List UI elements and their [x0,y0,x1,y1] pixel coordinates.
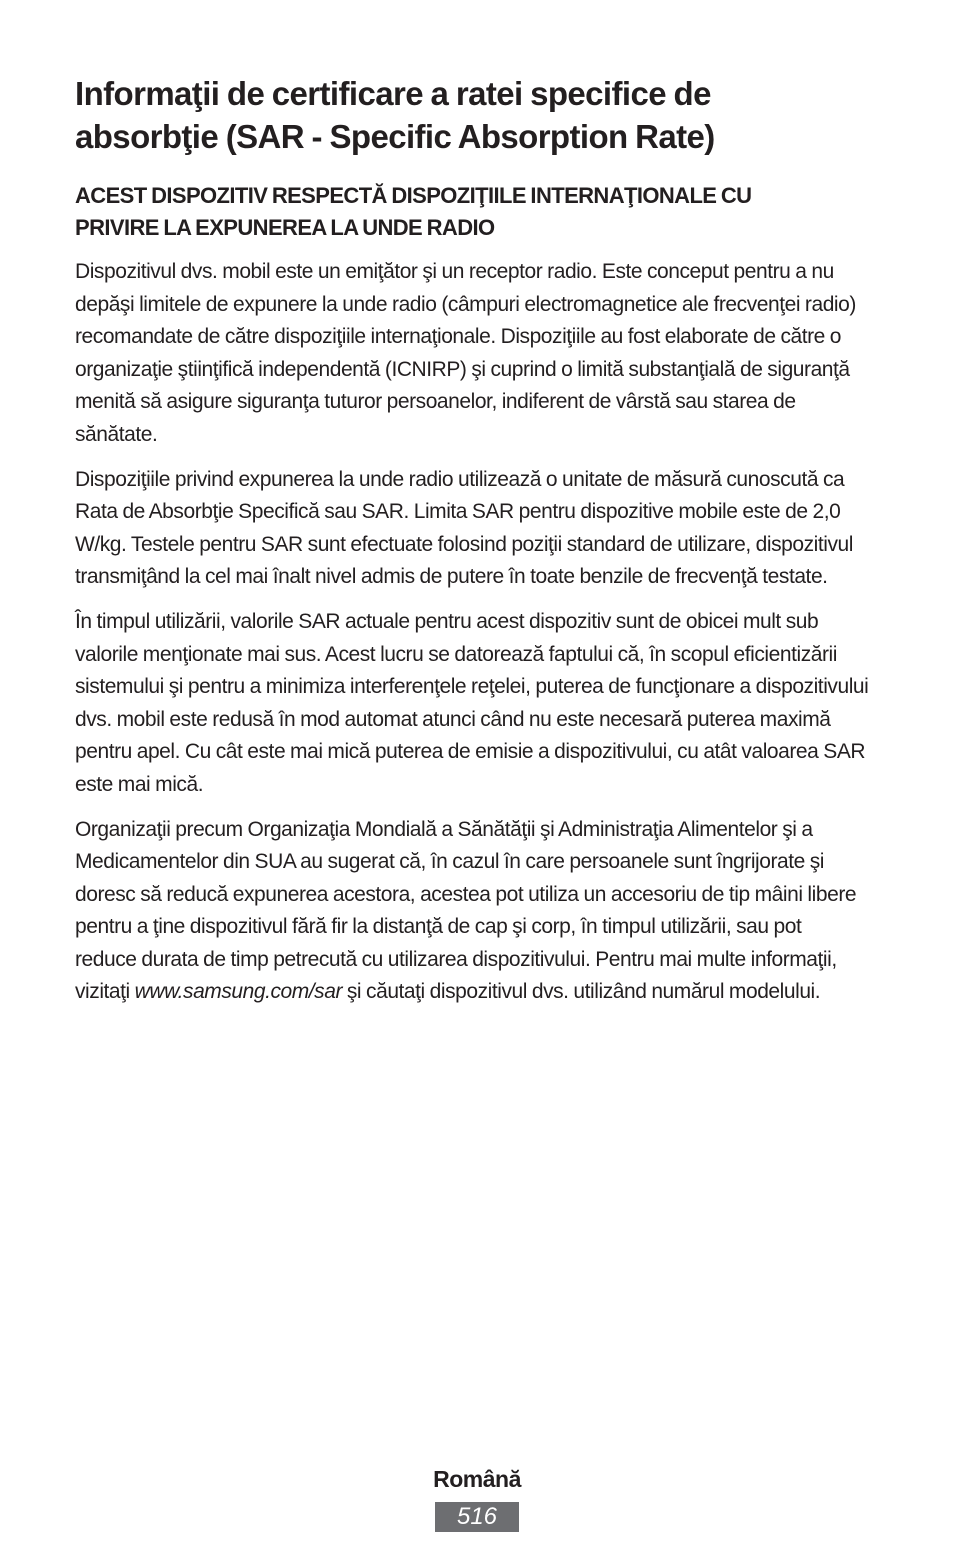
paragraph-3: În timpul utilizării, valorile SAR actuale pentru acest dispozitiv sunt de obicei mult sub valorile menţionate mai sus. Acest lucru se datorează faptului că, în scopul eficientizării sistemului şi pentru a minimiza interferenţele reţelei, puterea de funcţionare a dispozitivului dvs. mobil este redusă în mod automat atunci când nu este necesară puterea maximă pentru apel. Cu cât este mai mică puterea de emisie a dispozitivului, cu atât valoarea SAR este mai mică. [75,609,869,796]
footer-language: Română [433,1466,521,1492]
paragraph-4 [75,814,865,1010]
section-heading: ACEST DISPOZITIV RESPECTĂ DISPOZIŢIILE INTERNAŢIONALE CU PRIVIRE LA EXPUNEREA LA UNDE RADIO [75,183,752,240]
paragraph-4-text-end: şi căutaţi dispozitivul dvs. utilizând numărul modelului. [342,980,821,1004]
page-footer [0,1462,954,1532]
page-number-badge: 516 [435,1502,519,1532]
paragraph-1: Dispozitivul dvs. mobil este un emiţător şi un receptor radio. Este conceput pentru a nu depăşi limitele de expunere la unde radio (câmpuri electromagnetice ale frecvenţei radio) recomandate de către dispoziţiile internaţionale. Dispoziţiile au fost elaborate de către o organizaţie ştiinţifică independentă (ICNIRP) şi cuprind o limită substanţială de siguranţă menită să asigure siguranţa tuturor persoanelor, indiferent de vârstă sau starea de sănătate. [75,260,856,446]
paragraph-2: Dispoziţiile privind expunerea la unde radio utilizează o unitate de măsură cunoscută ca Rata de Absorbţie Specifică sau SAR. Limita SAR pentru dispozitive mobile este de 2,0 W/kg. Testele pentru SAR sunt efectuate folosind poziţii standard de utilizare, dispozitivul transmiţând la cel mai înalt nivel admis de putere în toate benzile de frecvenţă testate. [75,467,853,589]
samsung-sar-link[interactable]: www.samsung.com/sar [134,980,342,1004]
document-page [75,72,875,1009]
paragraph-4-text-start: Organizaţii precum Organizaţia Mondială a Sănătăţii şi Administraţia Alimentelor şi a Medicamentelor din SUA au sugerat că, în cazul în care persoanele sunt îngrijorate şi doresc să reducă expunerea acestora, acestea pot utiliza un accesoriu de tip mâini libere pentru a ţine dispozitivul fără fir la distanţă de cap şi corp, în timpul utilizării, sau pot reduce durata de timp petrecută cu utilizarea dispozitivului. Pentru mai multe informaţii, vizitaţi [75,817,857,1004]
page-title: Informaţii de certificare a ratei specifice de absorbţie (SAR - Specific Absorption Rate) [75,75,715,155]
